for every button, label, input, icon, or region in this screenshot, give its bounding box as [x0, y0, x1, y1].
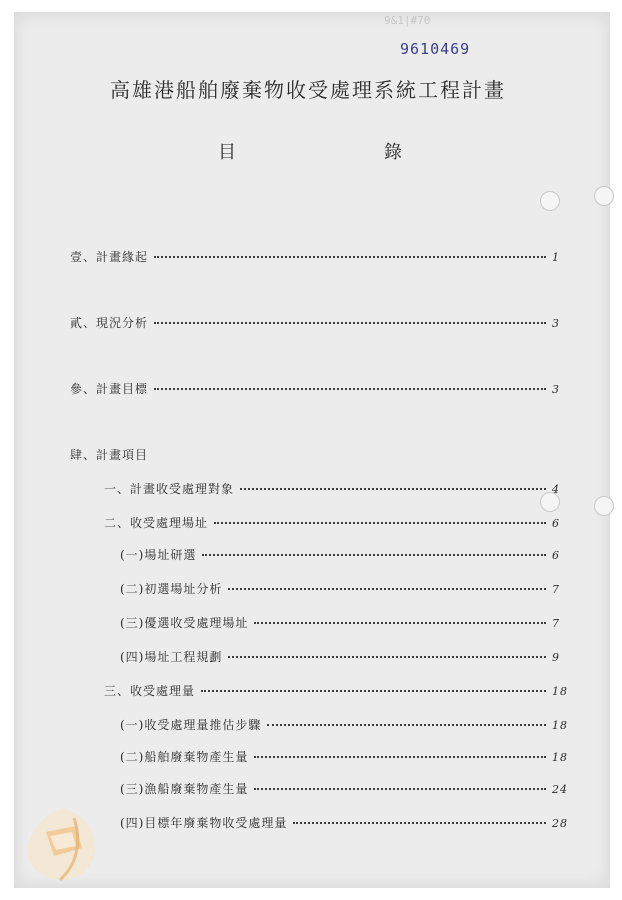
toc-heading-right: 錄	[384, 142, 402, 163]
toc-entry-page: 28	[552, 817, 568, 830]
toc-leader-dots	[293, 822, 546, 824]
toc-entry	[70, 314, 560, 331]
toc-entry-page: 18	[552, 685, 568, 698]
toc-leader-dots	[214, 522, 546, 524]
toc-leader-dots	[154, 388, 546, 390]
document-title: 高雄港船舶廢棄物收受處理系統工程計畫	[110, 78, 506, 102]
toc-entry-label: 三、收受處理量	[104, 684, 196, 698]
toc-leader-dots	[254, 622, 546, 624]
toc-leader-dots	[154, 256, 546, 258]
toc-entry-page: 7	[552, 583, 560, 596]
punch-hole	[540, 191, 560, 211]
archive-logo	[16, 800, 108, 884]
toc-entry-label: 一、計畫收受處理對象	[104, 482, 235, 496]
toc-entry-label: 壹、計畫緣起	[70, 250, 149, 264]
document-number-stamp: 9610469	[400, 40, 471, 58]
toc-leader-dots	[154, 322, 546, 324]
toc-entry-page: 6	[552, 517, 560, 530]
toc-entry	[120, 648, 560, 665]
toc-entry-page: 18	[552, 751, 568, 764]
toc-entry-label: (一)場址研選	[120, 548, 197, 562]
toc-entry-label: (三)優選收受處理場址	[120, 616, 249, 630]
toc-entry	[70, 380, 560, 397]
toc-entry	[120, 546, 560, 563]
bleed-through-text: 9&1|#70	[384, 14, 431, 27]
toc-entry-label: 貳、現況分析	[70, 316, 149, 330]
toc-entry	[70, 248, 560, 265]
toc-entry-page: 3	[552, 317, 560, 330]
toc-leader-dots	[228, 588, 546, 590]
toc-leader-dots	[228, 656, 546, 658]
toc-leader-dots	[201, 690, 546, 692]
toc-heading-left: 目	[218, 142, 236, 163]
toc-leader-dots	[267, 724, 546, 726]
toc-entry-page: 4	[552, 483, 560, 496]
toc-entry	[120, 614, 560, 631]
toc-entry	[120, 580, 560, 597]
punch-hole	[594, 186, 614, 206]
toc-entry-page: 24	[552, 783, 568, 796]
toc-section-heading: 肆、計畫項目	[70, 448, 149, 462]
toc-leader-dots	[240, 488, 546, 490]
toc-entry	[120, 780, 568, 797]
toc-entry-label: 二、收受處理場址	[104, 516, 209, 530]
toc-entry-page: 18	[552, 719, 568, 732]
toc-entry-page: 6	[552, 549, 560, 562]
toc-entry	[120, 814, 568, 831]
toc-entry-page: 7	[552, 617, 560, 630]
toc-leader-dots	[254, 788, 546, 790]
toc-entry	[104, 480, 560, 497]
toc-entry-page: 1	[552, 251, 560, 264]
toc-entry-page: 3	[552, 383, 560, 396]
toc-leader-dots	[254, 756, 546, 758]
toc-entry-label: (三)漁船廢棄物產生量	[120, 782, 249, 796]
toc-entry-page: 9	[552, 651, 560, 664]
toc-entry-label: (四)場址工程規劃	[120, 650, 223, 664]
toc-leader-dots	[202, 554, 546, 556]
toc-entry-label: (四)目標年廢棄物收受處理量	[120, 816, 288, 830]
toc-entry	[120, 748, 568, 765]
toc-entry-label: (二)船舶廢棄物產生量	[120, 750, 249, 764]
toc-entry-label: (二)初選場址分析	[120, 582, 223, 596]
punch-hole	[594, 496, 614, 516]
toc-entry	[104, 682, 568, 699]
toc-entry-label: 參、計畫目標	[70, 382, 149, 396]
toc-entry	[120, 716, 568, 733]
toc-entry-label: (一)收受處理量推估步驟	[120, 718, 262, 732]
toc-entry	[104, 514, 560, 531]
